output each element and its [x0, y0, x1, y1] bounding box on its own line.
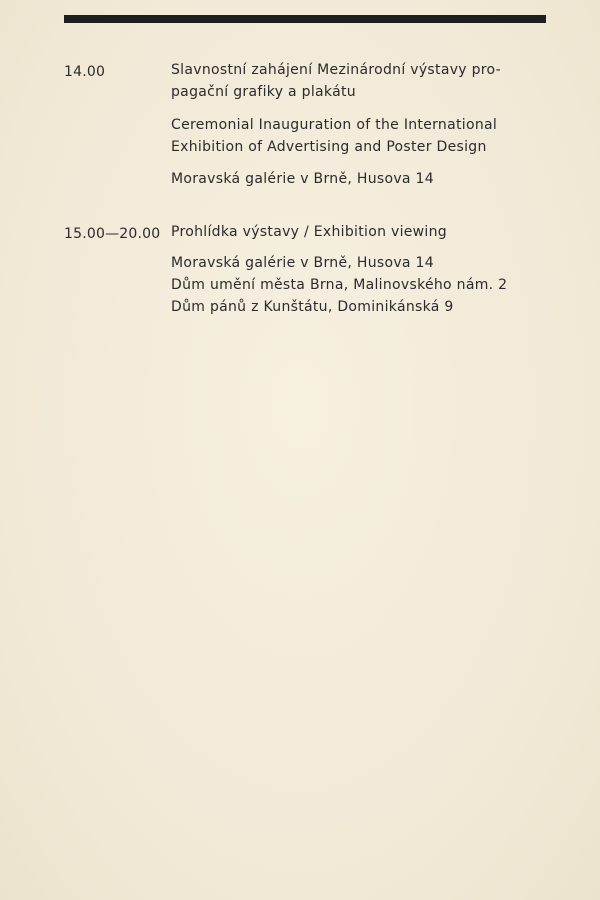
- event-time: 15.00—20.00: [64, 226, 161, 242]
- event-title: [171, 59, 551, 103]
- event-location: [171, 168, 551, 190]
- event-location-line: Dům pánů z Kunštátu, Dominikánská 9: [171, 299, 454, 315]
- event-title-line: Slavnostní zahájení Mezinárodní výstavy pro-: [171, 62, 502, 78]
- event-english-line: Ceremonial Inauguration of the International: [171, 117, 498, 133]
- event-title-english: [171, 114, 551, 158]
- event-title-line: Prohlídka výstavy / Exhibition viewing: [171, 224, 447, 240]
- event-location-line: Dům umění města Brna, Malinovského nám. 2: [171, 277, 508, 293]
- top-rule: [64, 15, 546, 23]
- event-title: [171, 221, 551, 243]
- event-location: [171, 252, 551, 318]
- event-time: 14.00: [64, 64, 106, 80]
- event-english-line: Exhibition of Advertising and Poster Design: [171, 139, 487, 155]
- event-location-line: Moravská galérie v Brně, Husova 14: [171, 171, 434, 187]
- event-location-line: Moravská galérie v Brně, Husova 14: [171, 255, 434, 271]
- event-title-line: pagační grafiky a plakátu: [171, 84, 356, 100]
